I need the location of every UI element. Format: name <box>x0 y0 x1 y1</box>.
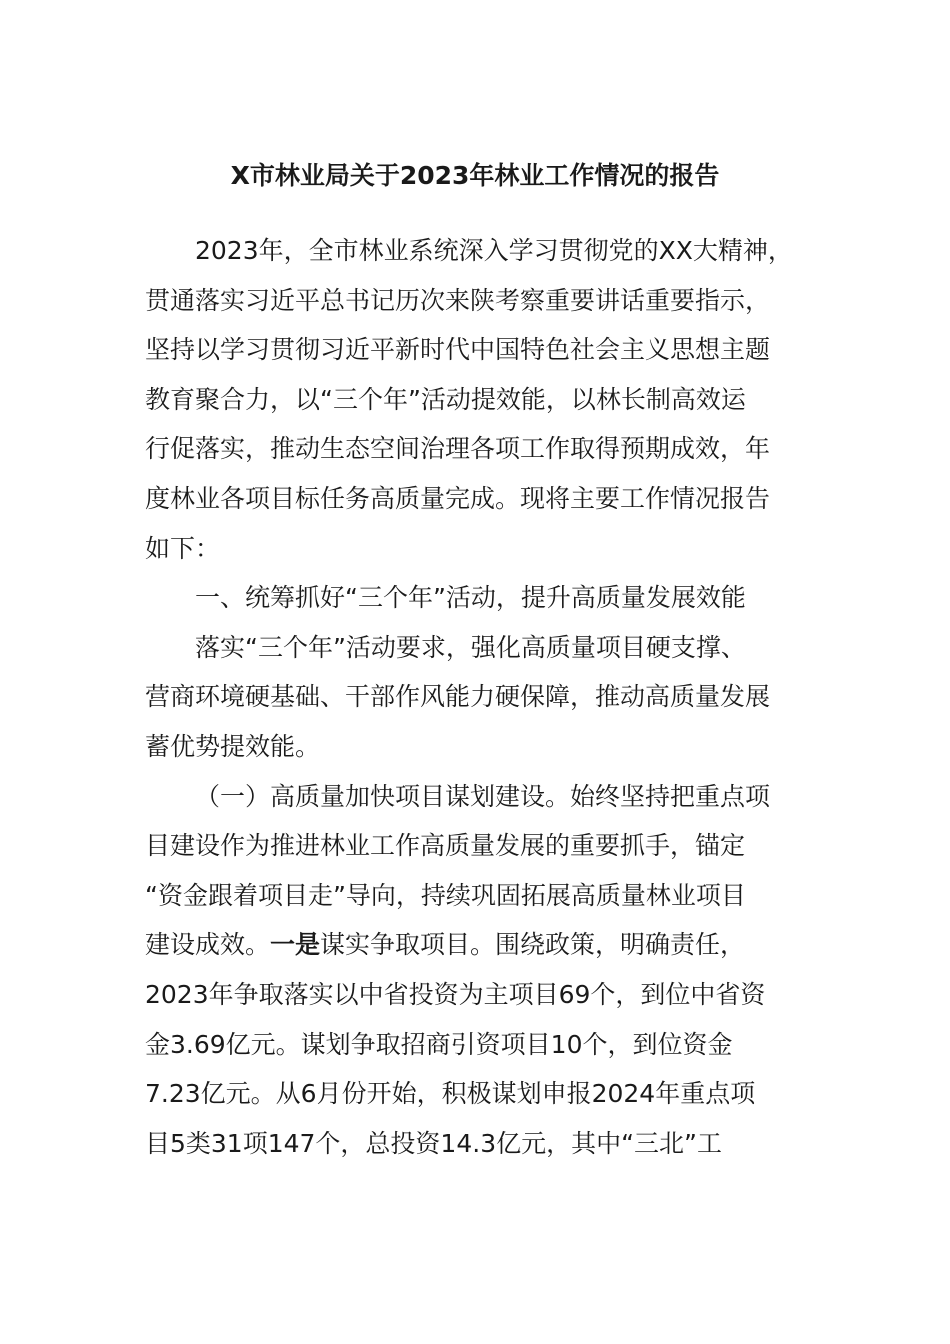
text-line: 2023年，全市林业系统深入学习贯彻党的XX大精神， <box>195 236 793 265</box>
text-line: （一）高质量加快项目谋划建设。始终坚持把重点项 <box>195 781 771 811</box>
text-line: 目5类31项147个，总投资14.3亿元，其中“三北”工 <box>145 1128 723 1158</box>
text-line <box>145 920 825 970</box>
text-line: 目建设作为推进林业工作高质量发展的重要抓手，锚定 <box>145 831 746 861</box>
text-line: 7.23亿元。从6月份开始，积极谋划申报2024年重点项 <box>145 1079 756 1109</box>
text-line: 蓄优势提效能。 <box>145 731 321 761</box>
text-line: 行促落实，推动生态空间治理各项工作取得预期成效，年 <box>145 434 771 464</box>
bold-emphasis: 一是 <box>270 930 321 960</box>
text-line: “资金跟着项目走”导向，持续巩固拓展高质量林业项目 <box>145 880 746 910</box>
paragraph-section-1 <box>145 623 825 772</box>
document-title: X市林业局关于2023年林业工作情况的报告 <box>230 161 720 190</box>
text-line: 营商环境硬基础、干部作风能力硬保障，推动高质量发展 <box>145 682 771 712</box>
text-line: 2023年争取落实以中省投资为主项目69个，到位中省资 <box>145 979 766 1009</box>
text-line: 如下： <box>145 533 221 563</box>
text-line: 度林业各项目标任务高质量完成。现将主要工作情况报告 <box>145 483 771 513</box>
text-line: 坚持以学习贯彻习近平新时代中国特色社会主义思想主题 <box>145 335 771 365</box>
text-segment: 建设成效。 <box>145 930 271 960</box>
paragraph-intro <box>145 226 825 573</box>
text-line: 金3.69亿元。谋划争取招商引资项目10个，到位资金 <box>145 1029 733 1059</box>
text-line: 教育聚合力，以“三个年”活动提效能，以林长制高效运 <box>145 384 746 414</box>
text-line: 贯通落实习近平总书记历次来陕考察重要讲话重要指示， <box>145 285 771 315</box>
document-body <box>145 226 825 1168</box>
text-segment: 谋实争取项目。围绕政策，明确责任， <box>320 930 746 960</box>
paragraph-subsection-1 <box>145 772 825 1169</box>
text-line: 落实“三个年”活动要求，强化高质量项目硬支撑、 <box>195 632 746 662</box>
section-heading-1: 一、统筹抓好“三个年”活动，提升高质量发展效能 <box>195 583 746 613</box>
